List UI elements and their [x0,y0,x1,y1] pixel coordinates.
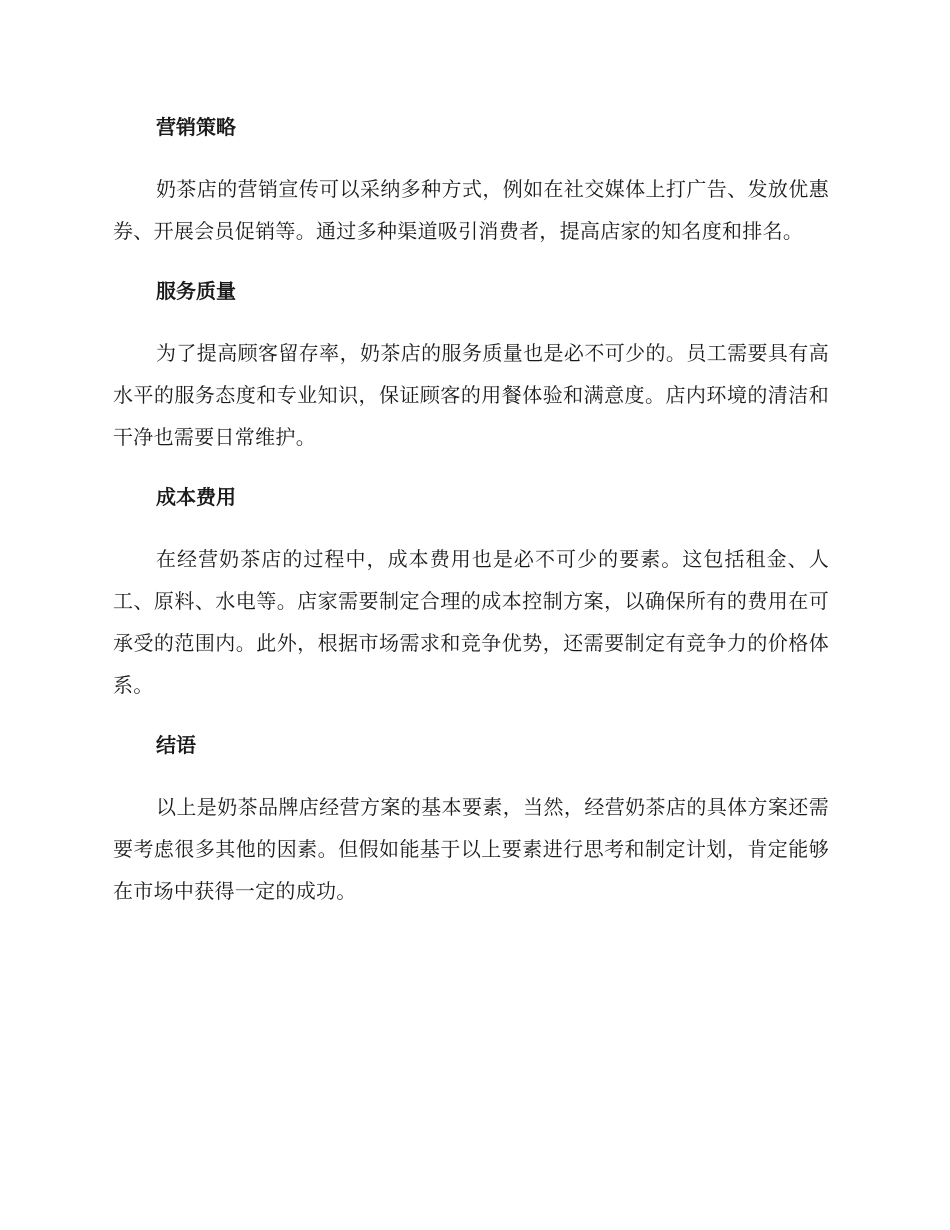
section-body-service: 为了提高顾客留存率，奶茶店的服务质量也是必不可少的。员工需要具有高水平的服务态度和专业知识，保证顾客的用餐体验和满意度。店内环境的清洁和干净也需要日常维护。 [113,341,829,449]
section-body-conclusion: 以上是奶茶品牌店经营方案的基本要素，当然，经营奶茶店的具体方案还需要考虑很多其他的因素。但假如能基于以上要素进行思考和制定计划，肯定能够在市场中获得一定的成功。 [113,795,829,903]
section-heading-marketing: 营销策略 [156,115,236,139]
section-body-cost: 在经营奶茶店的过程中，成本费用也是必不可少的要素。这包括租金、人工、原料、水电等。店家需要制定合理的成本控制方案，以确保所有的费用在可承受的范围内。此外，根据市场需求和竞争优势，还需要制定有竞争力的价格体系。 [113,547,829,697]
section-heading-service: 服务质量 [156,279,236,303]
section-heading-conclusion: 结语 [156,733,196,757]
section-body-marketing: 奶茶店的营销宣传可以采纳多种方式，例如在社交媒体上打广告、发放优惠券、开展会员促销等。通过多种渠道吸引消费者，提高店家的知名度和排名。 [113,177,829,243]
document-page [113,112,829,912]
section-heading-cost: 成本费用 [156,485,236,509]
